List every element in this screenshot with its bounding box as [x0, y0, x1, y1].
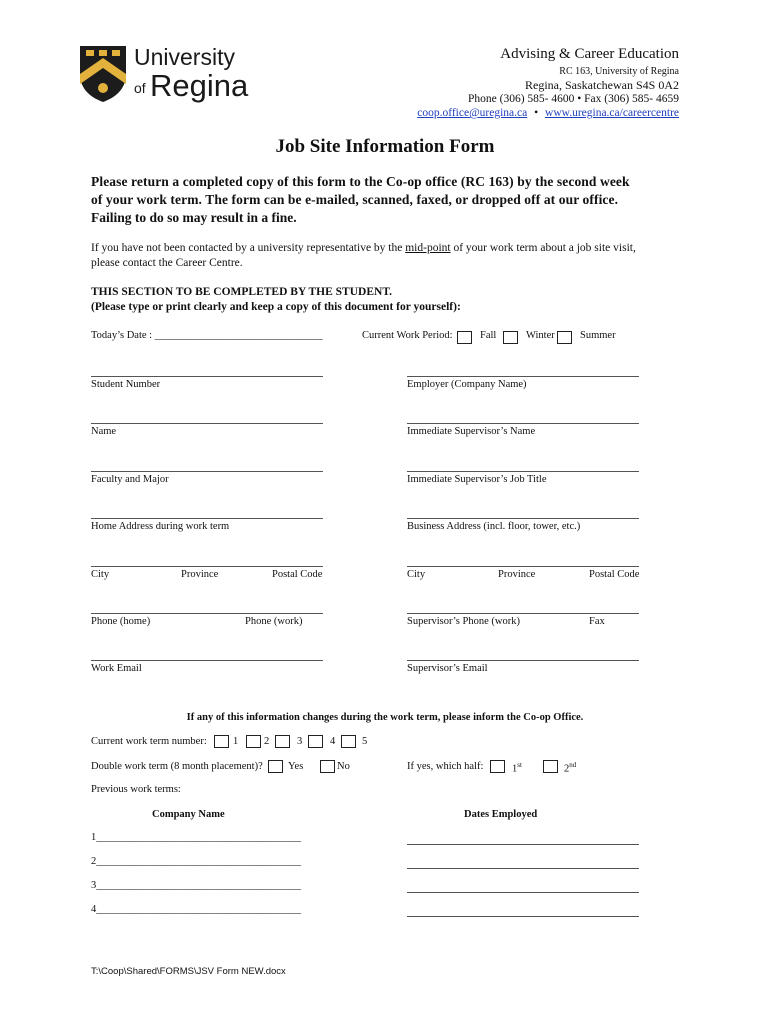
term-5-label: 5	[362, 736, 368, 747]
first-half-number: 1	[512, 763, 518, 775]
double-term-label: Double work term (8 month placement)?	[91, 761, 263, 772]
city-address: Regina, Saskatchewan S4S 0A2	[525, 78, 679, 92]
yes-checkbox[interactable]	[268, 760, 283, 773]
term-3-label: 3	[297, 736, 303, 747]
faculty-input[interactable]	[91, 471, 323, 472]
student-number-label: Student Number	[91, 379, 161, 390]
notice-line-1: Please return a completed copy of this form to the Co-op office (RC 163) by the second week	[91, 174, 630, 189]
logo-university: University	[134, 44, 235, 70]
intro-midpoint: mid-point	[405, 242, 451, 254]
which-half-label: If yes, which half:	[407, 761, 484, 772]
home-address-label: Home Address during work term	[91, 521, 230, 532]
dates-employed-header: Dates Employed	[464, 809, 538, 820]
previous-terms-label: Previous work terms:	[91, 784, 181, 795]
first-half-checkbox[interactable]	[490, 760, 505, 773]
logo-regina: Regina	[150, 68, 249, 103]
business-city-label: City	[407, 569, 426, 580]
work-email-input[interactable]	[91, 660, 323, 661]
intro-text-pre: If you have not been contacted by a university representative by the	[91, 242, 406, 254]
fall-checkbox[interactable]	[457, 331, 472, 344]
home-city-input[interactable]	[91, 566, 323, 567]
contact-links	[417, 107, 679, 119]
home-postal-label: Postal Code	[272, 569, 323, 580]
first-half-suffix: st	[517, 761, 522, 769]
name-label: Name	[91, 426, 117, 437]
todays-date-field[interactable]: Today’s Date : ________________________________	[91, 330, 323, 341]
second-half-number: 2	[564, 763, 570, 775]
term-1-checkbox[interactable]	[214, 735, 229, 748]
business-postal-label: Postal Code	[589, 569, 640, 580]
logo-of: of	[134, 80, 146, 96]
change-notice: If any of this information changes during the work term, please inform the Co-op Office.	[186, 712, 584, 723]
intro-text-post: of your work term about a job site visit,	[450, 242, 636, 254]
section-title: THIS SECTION TO BE COMPLETED BY THE STUDENT.	[91, 286, 393, 298]
supervisor-email-input[interactable]	[407, 660, 639, 661]
term-2-label: 2	[264, 736, 270, 747]
term-4-label: 4	[330, 736, 336, 747]
term-3-checkbox[interactable]	[275, 735, 290, 748]
phone-fax: Phone (306) 585- 4600 • Fax (306) 585- 4659	[467, 93, 679, 105]
second-half-checkbox[interactable]	[543, 760, 558, 773]
current-term-label: Current work term number:	[91, 736, 207, 747]
previous-dates-row-4[interactable]	[407, 916, 639, 917]
student-number-input[interactable]	[91, 376, 323, 377]
previous-company-row-2[interactable]: 2_______________________________________	[91, 856, 301, 867]
home-address-input[interactable]	[91, 518, 323, 519]
supervisor-phone-input[interactable]	[407, 613, 639, 614]
intro-line-2: please contact the Career Centre.	[91, 257, 243, 269]
second-half-suffix: nd	[569, 761, 577, 769]
dept-name: Advising & Career Education	[500, 46, 679, 62]
supervisor-name-label: Immediate Supervisor’s Name	[407, 426, 536, 437]
supervisor-email-label: Supervisor’s Email	[407, 663, 488, 674]
crest-icon	[78, 44, 128, 104]
notice-line-3: Failing to do so may result in a fine.	[91, 210, 297, 225]
first-half-label	[512, 761, 522, 775]
previous-company-row-4[interactable]: 4_______________________________________	[91, 904, 301, 915]
previous-dates-row-1[interactable]	[407, 844, 639, 845]
name-input[interactable]	[91, 423, 323, 424]
home-province-label: Province	[181, 569, 219, 580]
summer-label: Summer	[580, 330, 616, 341]
phone-work-label: Phone (work)	[245, 616, 303, 627]
supervisor-title-label: Immediate Supervisor’s Job Title	[407, 474, 547, 485]
summer-checkbox[interactable]	[557, 331, 572, 344]
business-city-input[interactable]	[407, 566, 639, 567]
supervisor-phone-label: Supervisor’s Phone (work)	[407, 616, 520, 627]
previous-company-row-1[interactable]: 1_______________________________________	[91, 832, 301, 843]
second-half-label	[564, 761, 576, 775]
intro-line-1	[91, 242, 636, 254]
work-email-label: Work Email	[91, 663, 142, 674]
room-address: RC 163, University of Regina	[559, 66, 679, 77]
supervisor-title-input[interactable]	[407, 471, 639, 472]
term-2-checkbox[interactable]	[246, 735, 261, 748]
term-4-checkbox[interactable]	[308, 735, 323, 748]
business-address-input[interactable]	[407, 518, 639, 519]
fax-label: Fax	[589, 616, 605, 627]
no-label: No	[337, 761, 350, 772]
footer-file-path: T:\Coop\Shared\FORMS\JSV Form NEW.docx	[91, 966, 286, 977]
website-link[interactable]: www.uregina.ca/careercentre	[545, 107, 679, 119]
supervisor-name-input[interactable]	[407, 423, 639, 424]
previous-dates-row-3[interactable]	[407, 892, 639, 893]
fall-label: Fall	[480, 330, 497, 341]
home-city-label: City	[91, 569, 110, 580]
phone-input[interactable]	[91, 613, 323, 614]
winter-label: Winter	[526, 330, 555, 341]
email-link[interactable]: coop.office@uregina.ca	[417, 107, 528, 119]
faculty-label: Faculty and Major	[91, 474, 169, 485]
term-5-checkbox[interactable]	[341, 735, 356, 748]
employer-input[interactable]	[407, 376, 639, 377]
business-province-label: Province	[498, 569, 536, 580]
company-name-header: Company Name	[152, 809, 225, 820]
no-checkbox[interactable]	[320, 760, 335, 773]
winter-checkbox[interactable]	[503, 331, 518, 344]
work-period-label: Current Work Period:	[362, 330, 453, 341]
business-address-label: Business Address (incl. floor, tower, etc.)	[407, 521, 581, 532]
previous-company-row-3[interactable]: 3_______________________________________	[91, 880, 301, 891]
phone-home-label: Phone (home)	[91, 616, 151, 627]
page-title: Job Site Information Form	[275, 136, 495, 157]
previous-dates-row-2[interactable]	[407, 868, 639, 869]
university-logo	[78, 44, 258, 106]
section-note: (Please type or print clearly and keep a copy of this document for yourself):	[91, 301, 461, 313]
bullet-separator: •	[534, 107, 539, 119]
notice-line-2: of your work term. The form can be e-mailed, scanned, faxed, or dropped off at our office.	[91, 192, 619, 207]
yes-label: Yes	[288, 761, 304, 772]
term-1-label: 1	[233, 736, 239, 747]
employer-label: Employer (Company Name)	[407, 379, 527, 390]
